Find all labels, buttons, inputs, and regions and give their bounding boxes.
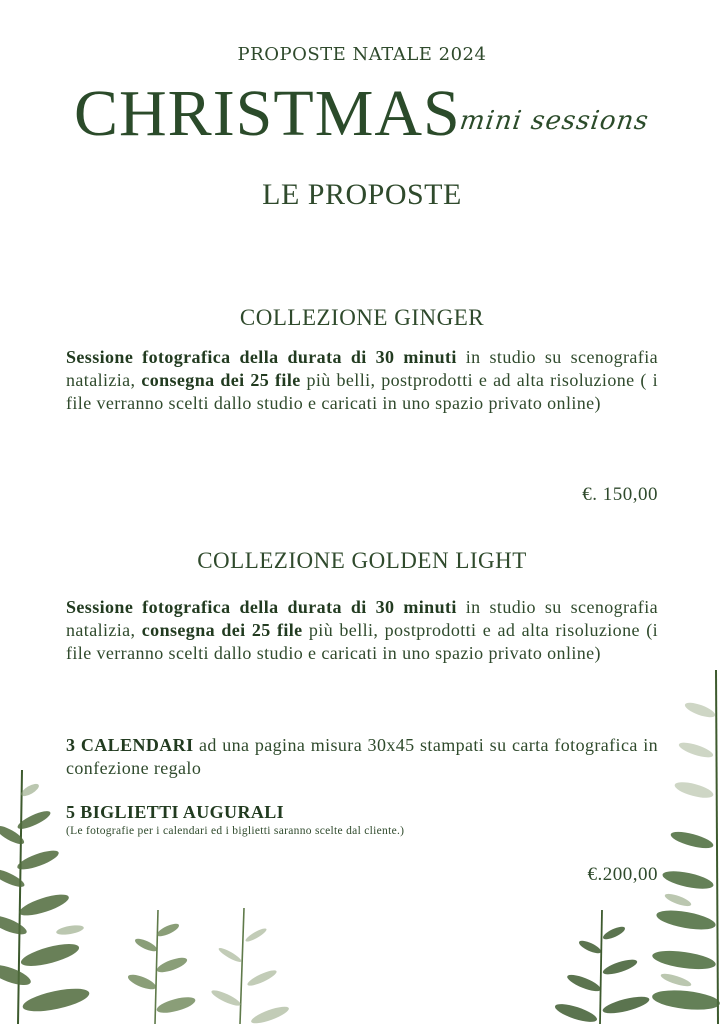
collection-ginger-price: €. 150,00: [582, 484, 658, 505]
desc-bold: Sessione fotografica della durata di 30 minuti: [66, 597, 457, 617]
desc-text: in studio su scenografia natalizia,: [66, 597, 658, 640]
collection-golden-light-title: COLLEZIONE GOLDEN LIGHT: [197, 548, 527, 573]
fern-bottom-left-icon: [110, 900, 310, 1024]
fern-left-icon: [0, 760, 110, 1024]
section-title: LE PROPOSTE: [262, 178, 462, 211]
fern-right-icon: [648, 650, 724, 1024]
desc-bold: consegna dei 25 file: [141, 620, 303, 640]
collection-golden-light-calendars: [66, 734, 658, 780]
brand-title: [0, 78, 724, 158]
collection-golden-light-description: [66, 596, 658, 665]
page-subtitle: PROPOSTE NATALE 2024: [237, 44, 487, 65]
desc-bold: consegna dei 25 file: [141, 370, 301, 390]
calendars-bold: 3 CALENDARI: [66, 735, 194, 755]
desc-text: più belli, postprodotti e ad alta risoluzione (i file verranno scelti dallo studio e caricati in uno spazio privato online): [66, 620, 658, 663]
desc-text: in studio su scenografia natalizia,: [66, 347, 658, 390]
desc-text: più belli, postprodotti e ad alta risoluzione ( i file verranno scelti dallo studio e caricati in uno spazio privato online): [66, 370, 658, 413]
cards-bold: 5 BIGLIETTI AUGURALI: [66, 802, 285, 822]
collection-golden-light-cards: [66, 801, 658, 824]
collection-ginger-description: [66, 346, 658, 415]
collection-ginger-title: COLLEZIONE GINGER: [239, 305, 485, 330]
calendars-text: ad una pagina misura 30x45 stampati su carta fotografica in confezione regalo: [66, 735, 658, 778]
collection-golden-light-price: €.200,00: [587, 864, 658, 885]
brand-script-text: mini sessions: [457, 106, 651, 136]
brand-main-text: CHRISTMAS: [74, 77, 461, 150]
collection-golden-light-note: (Le fotografie per i calendari ed i biglietti saranno scelte dal cliente.): [66, 825, 405, 837]
desc-bold: Sessione fotografica della durata di 30 minuti: [66, 347, 457, 367]
